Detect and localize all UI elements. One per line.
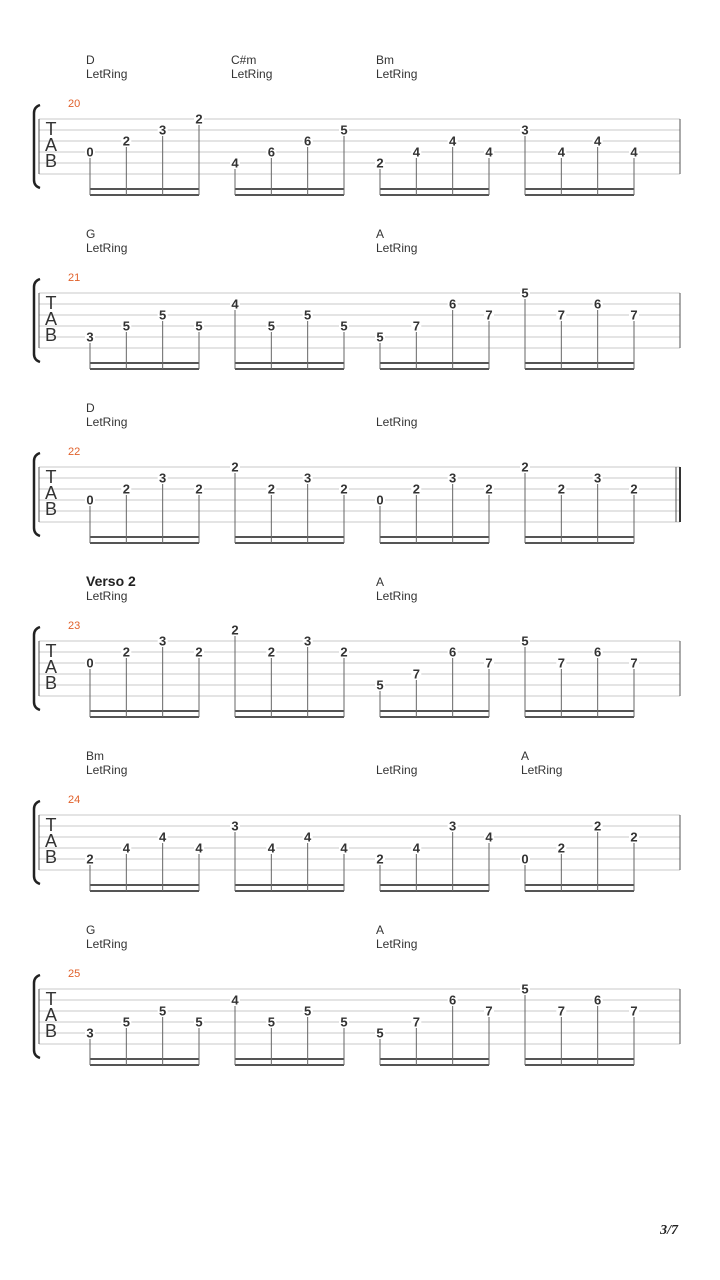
tab-clef-letter: B [44,499,58,519]
fret-number: 7 [557,307,565,323]
chord-name: D [86,53,95,67]
fret-number: 3 [159,470,167,486]
fret-number: 3 [304,633,312,649]
let-ring-label: LetRing [86,763,128,777]
measure-number: 25 [68,968,81,980]
tab-clef-letter: T [45,467,57,487]
fret-number: 2 [195,111,203,127]
chord-name: A [521,749,530,763]
fret-number: 7 [630,307,638,323]
let-ring-label: LetRing [376,589,418,603]
let-ring-label: LetRing [376,67,418,81]
fret-number: 4 [231,992,239,1008]
fret-number: 7 [557,655,565,671]
fret-number: 0 [86,144,94,160]
measure-number: 23 [68,620,81,632]
let-ring-label: LetRing [86,415,128,429]
fret-number: 5 [122,1014,130,1030]
chord-name: G [86,923,96,937]
tab-clef-letter: T [45,293,57,313]
let-ring-label: LetRing [376,937,418,951]
fret-number: 2 [340,644,348,660]
chord-name: Bm [86,749,104,763]
section-title: Verso 2 [86,573,136,589]
let-ring-label: LetRing [376,415,418,429]
tab-clef-letter: B [44,847,58,867]
fret-number: 3 [159,633,167,649]
chord-name: A [376,227,385,241]
fret-number: 6 [304,133,312,149]
tab-clef-letter: A [44,657,58,677]
fret-number: 5 [159,307,167,323]
fret-number: 4 [267,840,275,856]
fret-number: 2 [630,829,638,845]
tab-clef-letter: T [45,119,57,139]
fret-number: 5 [376,1025,384,1041]
tab-clef-letter: B [44,1021,58,1041]
fret-number: 4 [159,829,167,845]
fret-number: 2 [485,481,493,497]
fret-number: 5 [304,1003,312,1019]
fret-number: 2 [412,481,420,497]
fret-number: 3 [449,470,457,486]
fret-number: 4 [449,133,457,149]
fret-number: 6 [594,644,602,660]
fret-number: 0 [521,851,529,867]
tab-clef-letter: T [45,989,57,1009]
fret-number: 7 [485,307,493,323]
fret-number: 2 [195,644,203,660]
tab-clef-letter: B [44,151,58,171]
fret-number: 6 [449,992,457,1008]
fret-number: 2 [340,481,348,497]
fret-number: 2 [195,481,203,497]
fret-number: 5 [195,1014,203,1030]
fret-number: 4 [594,133,602,149]
fret-number: 7 [485,1003,493,1019]
measure-number: 24 [68,794,81,806]
fret-number: 2 [231,459,239,475]
fret-number: 5 [376,677,384,693]
fret-number: 5 [340,318,348,334]
chord-name: G [86,227,96,241]
fret-number: 3 [594,470,602,486]
fret-number: 6 [594,296,602,312]
fret-number: 4 [485,144,493,160]
tab-clef-letter: T [45,641,57,661]
fret-number: 2 [231,622,239,638]
fret-number: 7 [412,666,420,682]
chord-name: Bm [376,53,394,67]
let-ring-label: LetRing [376,241,418,255]
let-ring-label: LetRing [86,241,128,255]
fret-number: 2 [521,459,529,475]
fret-number: 0 [376,492,384,508]
fret-number: 4 [412,144,420,160]
fret-number: 5 [267,318,275,334]
fret-number: 3 [86,1025,94,1041]
fret-number: 4 [231,155,239,171]
fret-number: 2 [267,644,275,660]
page-number: 3/7 [660,1223,678,1238]
tab-clef-letter: A [44,135,58,155]
fret-number: 6 [449,644,457,660]
measure-number: 21 [68,272,81,284]
tab-clef-letter: A [44,831,58,851]
fret-number: 5 [340,1014,348,1030]
fret-number: 6 [267,144,275,160]
fret-number: 7 [557,1003,565,1019]
fret-number: 5 [376,329,384,345]
fret-number: 2 [122,644,130,660]
fret-number: 4 [122,840,130,856]
let-ring-label: LetRing [86,589,128,603]
fret-number: 2 [376,851,384,867]
fret-number: 4 [231,296,239,312]
tab-clef-letter: B [44,325,58,345]
fret-number: 5 [122,318,130,334]
fret-number: 7 [630,655,638,671]
fret-number: 5 [267,1014,275,1030]
fret-number: 5 [521,285,529,301]
fret-number: 2 [376,155,384,171]
fret-number: 5 [340,122,348,138]
fret-number: 3 [304,470,312,486]
fret-number: 4 [304,829,312,845]
fret-number: 5 [195,318,203,334]
let-ring-label: LetRing [86,67,128,81]
fret-number: 6 [594,992,602,1008]
fret-number: 7 [630,1003,638,1019]
fret-number: 2 [267,481,275,497]
fret-number: 7 [412,1014,420,1030]
fret-number: 5 [304,307,312,323]
tab-clef-letter: B [44,673,58,693]
fret-number: 0 [86,655,94,671]
fret-number: 0 [86,492,94,508]
let-ring-label: LetRing [86,937,128,951]
chord-name: A [376,575,385,589]
fret-number: 3 [86,329,94,345]
chord-name: A [376,923,385,937]
fret-number: 5 [521,981,529,997]
fret-number: 4 [340,840,348,856]
let-ring-label: LetRing [231,67,273,81]
fret-number: 4 [485,829,493,845]
fret-number: 2 [557,840,565,856]
fret-number: 7 [485,655,493,671]
fret-number: 2 [122,481,130,497]
let-ring-label: LetRing [376,763,418,777]
fret-number: 4 [412,840,420,856]
fret-number: 2 [557,481,565,497]
chord-name: C#m [231,53,257,67]
fret-number: 3 [521,122,529,138]
let-ring-label: LetRing [521,763,563,777]
tab-clef-letter: A [44,483,58,503]
tab-clef-letter: A [44,1005,58,1025]
fret-number: 6 [449,296,457,312]
fret-number: 4 [630,144,638,160]
measure-number: 20 [68,98,81,110]
chord-name: D [86,401,95,415]
tab-clef-letter: A [44,309,58,329]
fret-number: 2 [630,481,638,497]
fret-number: 5 [521,633,529,649]
fret-number: 7 [412,318,420,334]
fret-number: 3 [449,818,457,834]
fret-number: 4 [195,840,203,856]
fret-number: 2 [594,818,602,834]
fret-number: 3 [231,818,239,834]
fret-number: 2 [86,851,94,867]
fret-number: 4 [557,144,565,160]
fret-number: 3 [159,122,167,138]
fret-number: 5 [159,1003,167,1019]
measure-number: 22 [68,446,81,458]
fret-number: 2 [122,133,130,149]
tab-clef-letter: T [45,815,57,835]
